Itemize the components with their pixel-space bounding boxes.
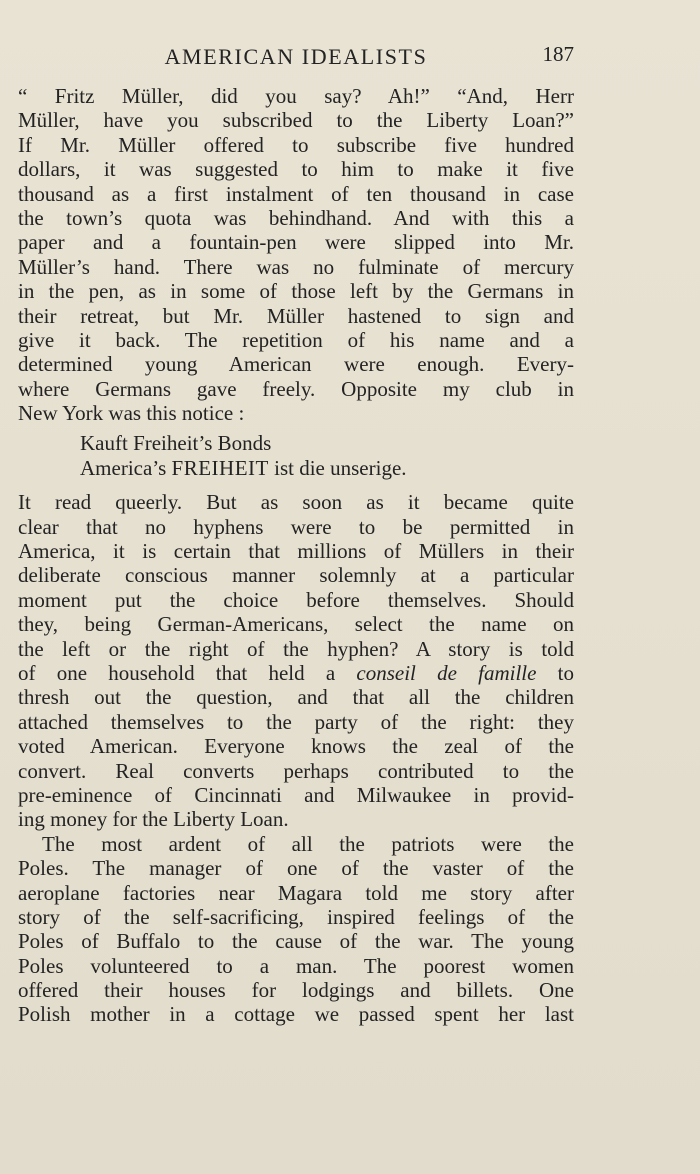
text-segment: of one household that held a	[18, 660, 357, 685]
paragraph-1	[18, 84, 574, 425]
text-line: attached themselves to the party of the right: they	[18, 709, 574, 734]
text-line: paper and a fountain-pen were slipped into Mr.	[18, 230, 574, 255]
text-segment: to	[536, 660, 574, 685]
text-line: The most ardent of all the patriots were the	[42, 831, 574, 856]
paragraph-3	[18, 832, 574, 1027]
text-line: where Germans gave freely. Opposite my club in	[18, 376, 574, 401]
text-line: give it back. The repetition of his name and a	[18, 327, 574, 352]
text-line: determined young American were enough. Every-	[18, 352, 574, 377]
text-line: the town’s quota was behindhand. And with this a	[18, 205, 574, 230]
text-line: dollars, it was suggested to him to make it five	[18, 157, 574, 182]
quote-text: America’s	[80, 455, 172, 480]
text-line: It read queerly. But as soon as it became quite	[18, 490, 574, 515]
text-line: aeroplane factories near Magara told me story after	[18, 880, 574, 905]
text-line: Poles of Buffalo to the cause of the war. The young	[18, 929, 574, 954]
page-number: 187	[542, 42, 574, 66]
quote-caps-word: FREIHEIT	[171, 455, 269, 480]
text-line: clear that no hyphens were to be permitted in	[18, 514, 574, 539]
text-line: New York was this notice :	[18, 401, 245, 426]
italic-phrase: conseil de famille	[356, 660, 537, 685]
page-header	[18, 40, 574, 76]
text-line: voted American. Everyone knows the zeal of the	[18, 734, 574, 759]
quote-line-2	[80, 456, 574, 480]
block-quote	[18, 431, 574, 480]
running-title: AMERICAN IDEALISTS	[164, 44, 428, 69]
quote-text: ist die unserige.	[268, 455, 407, 480]
text-line: pre-eminence of Cincinnati and Milwaukee in provid-	[18, 782, 574, 807]
text-line: they, being German-Americans, select the name on	[18, 612, 574, 637]
text-line: ing money for the Liberty Loan.	[18, 807, 289, 832]
text-line: deliberate conscious manner solemnly at a particular	[18, 563, 574, 588]
paragraph-2	[18, 490, 574, 831]
text-line: thresh out the question, and that all the children	[18, 685, 574, 710]
text-line: convert. Real converts perhaps contributed to the	[18, 758, 574, 783]
text-line: in the pen, as in some of those left by the Germans in	[18, 279, 574, 304]
text-line: Poles. The manager of one of the vaster of the	[18, 856, 574, 881]
text-line: their retreat, but Mr. Müller hastened to sign and	[18, 303, 574, 328]
text-line: moment put the choice before themselves. Should	[18, 587, 574, 612]
quote-line-1: Kauft Freiheit’s Bonds	[80, 431, 272, 456]
text-line-italic	[18, 661, 574, 685]
text-line: Poles volunteered to a man. The poorest women	[18, 953, 574, 978]
body-text	[18, 84, 574, 1027]
text-line: offered their houses for lodgings and billets. One	[18, 978, 574, 1003]
text-line: Polish mother in a cottage we passed spent her last	[18, 1002, 574, 1027]
text-line: the left or the right of the hyphen? A story is told	[18, 636, 574, 661]
text-line: America, it is certain that millions of Müllers in their	[18, 539, 574, 564]
text-line: Müller, have you subscribed to the Liberty Loan?”	[18, 108, 574, 133]
text-line: “ Fritz Müller, did you say? Ah!” “And, Herr	[18, 84, 574, 108]
text-line: If Mr. Müller offered to subscribe five hundred	[18, 132, 574, 157]
text-line: thousand as a first instalment of ten thousand in case	[18, 181, 574, 206]
text-line: Müller’s hand. There was no fulminate of mercury	[18, 254, 574, 279]
text-line: story of the self-sacrificing, inspired feelings of the	[18, 904, 574, 929]
